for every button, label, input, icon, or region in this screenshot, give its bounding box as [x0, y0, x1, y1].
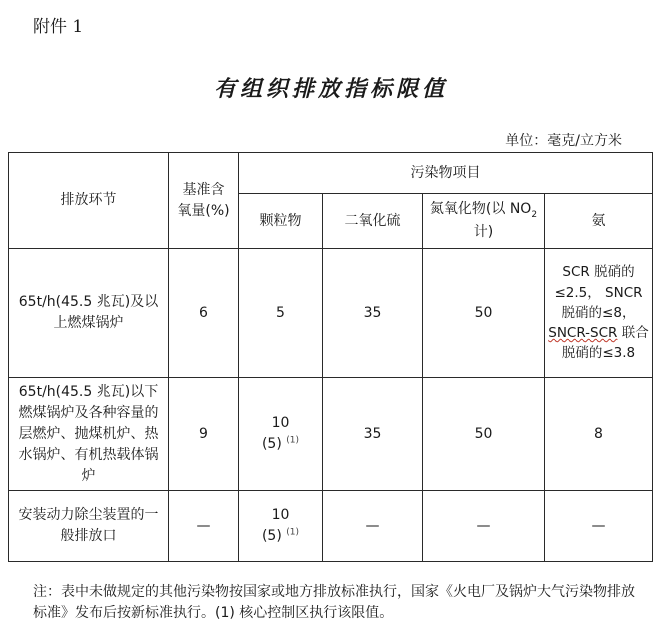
- document-title: 有组织排放指标限值: [213, 76, 448, 102]
- row-particulate: [239, 491, 323, 562]
- row-oxygen: —: [169, 491, 239, 562]
- particulate-core-value: (5): [261, 436, 282, 452]
- row-so2: —: [323, 491, 423, 562]
- row-nox: 50: [423, 378, 545, 491]
- ammonia-sncr-scr-term: SNCR-SCR: [548, 325, 618, 342]
- header-emission-link: 排放环节: [9, 153, 169, 249]
- header-nox: [423, 194, 545, 249]
- header-so2: 二氧化硫: [323, 194, 423, 249]
- row-oxygen: 6: [169, 249, 239, 378]
- emission-limits-table: [8, 152, 653, 562]
- row-ammonia: —: [545, 491, 653, 562]
- particulate-core-value: (5): [261, 528, 282, 544]
- particulate-value: 10: [271, 415, 290, 431]
- header-reference-oxygen: [169, 153, 239, 249]
- ammonia-sncr-scr: 联合脱硝的≤3.8: [561, 325, 649, 362]
- header-particulate: 颗粒物: [239, 194, 323, 249]
- row-emission-link: 65t/h(45.5 兆瓦)及以上燃煤锅炉: [9, 249, 169, 378]
- row-particulate: 5: [239, 249, 323, 378]
- nox-subscript: 2: [531, 209, 538, 220]
- footnote: 注：表中未做规定的其他污染物按国家或地方排放标准执行，国家《火电厂及锅炉大气污染物排放标准》发布后按新标准执行。(1) 核心控制区执行该限值。: [33, 584, 635, 621]
- row-so2: 35: [323, 378, 423, 491]
- row-ammonia: 8: [545, 378, 653, 491]
- ammonia-scr: SCR 脱硝的≤2.5，: [554, 264, 635, 301]
- row-emission-link: 安装动力除尘装置的一般排放口: [9, 491, 169, 562]
- row-so2: 35: [323, 249, 423, 378]
- table-row: [9, 249, 653, 378]
- nox-prefix: 氮氧化物(以 NO: [429, 200, 532, 217]
- ammonia-sncr: SNCR 脱硝的≤8，: [561, 284, 643, 321]
- header-ammonia: 氨: [545, 194, 653, 249]
- table-row: [9, 378, 653, 491]
- row-nox: —: [423, 491, 545, 562]
- table-row: [9, 491, 653, 562]
- row-oxygen: 9: [169, 378, 239, 491]
- particulate-value: 10: [271, 507, 290, 523]
- attachment-label: 附件 1: [33, 17, 84, 37]
- unit-label: 单位：毫克/立方米: [505, 133, 622, 149]
- nox-suffix: 计): [473, 224, 494, 241]
- row-particulate: [239, 378, 323, 491]
- row-emission-link: 65t/h(45.5 兆瓦)以下燃煤锅炉及各种容量的层燃炉、抛煤机炉、热水锅炉、有机热载体锅炉: [9, 378, 169, 491]
- footnote-marker: (1): [286, 527, 300, 538]
- header-pollutant-items: 污染物项目: [239, 153, 653, 194]
- footnote-marker: (1): [286, 435, 300, 446]
- ref-oxygen-line1: 基准含: [182, 181, 225, 198]
- table-header-row: [9, 153, 653, 194]
- row-ammonia: [545, 249, 653, 378]
- ref-oxygen-line2: 氧量(%): [177, 202, 230, 219]
- row-nox: 50: [423, 249, 545, 378]
